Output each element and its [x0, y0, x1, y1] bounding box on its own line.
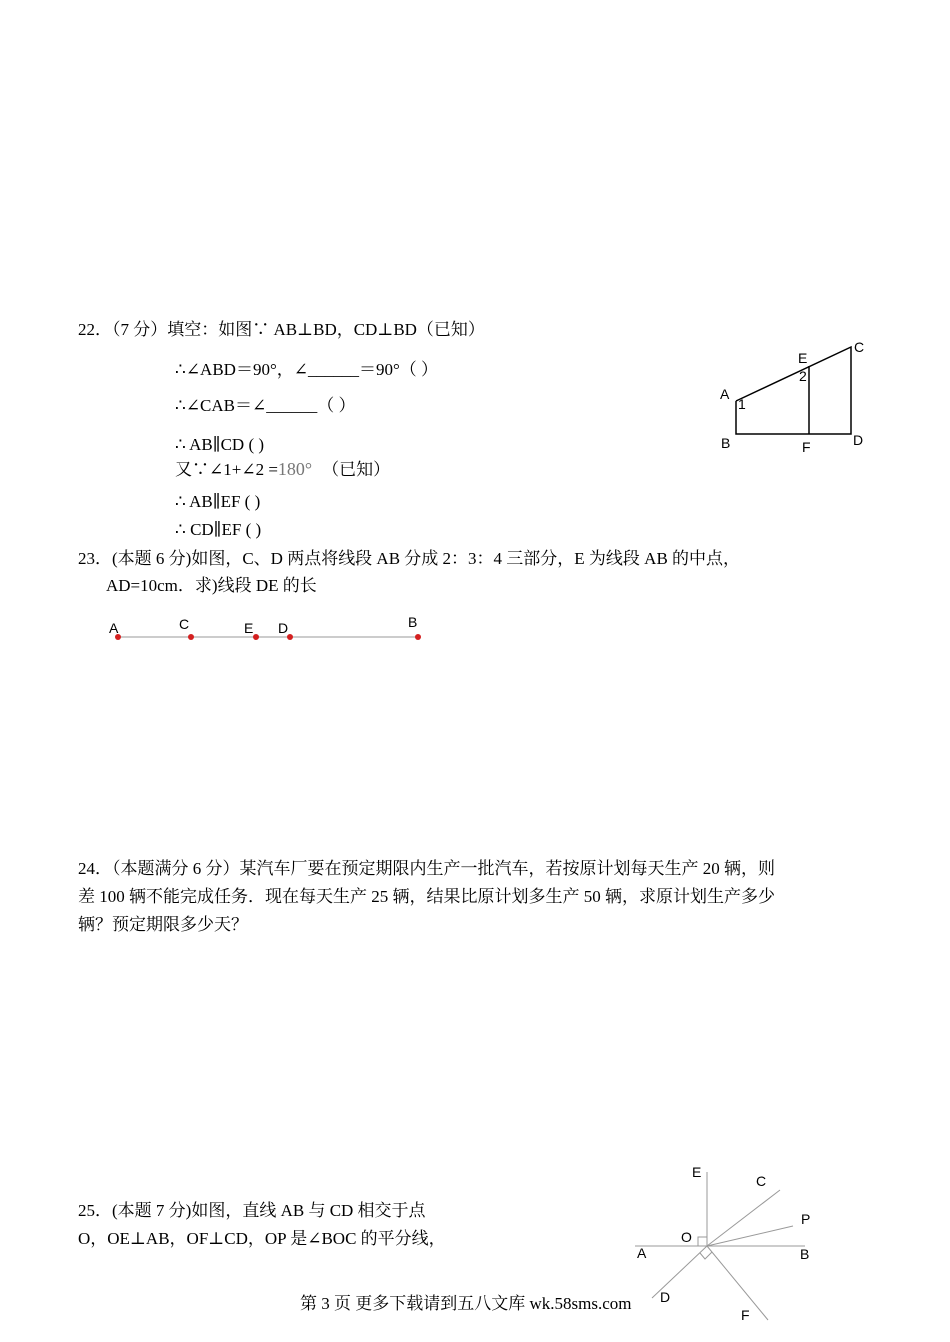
q22-step-3: ∴ AB∥CD ( ) — [175, 435, 265, 454]
page-footer: 第 3 页 更多下载请到五八文库 wk.58sms.com — [300, 1294, 632, 1313]
q24-line-3: 辆？预定期限多少天？ — [78, 915, 248, 934]
q24-line-2: 差 100 辆不能完成任务．现在每天生产 25 辆，结果比原计划多生产 50 辆，求原计划生产多少 — [78, 887, 775, 906]
q23-point-e — [253, 634, 259, 640]
q25-label-f: F — [741, 1307, 750, 1323]
q23-stem-1: 23．(本题 6 分)如图，C、D 两点将线段 AB 分成 2：3：4 三部分，E 为线段 AB 的中点， — [78, 549, 741, 568]
q22-step-2: ∴∠CAB＝∠______（ ） — [175, 396, 356, 415]
q23-label-e: E — [244, 620, 254, 636]
q22-figure — [715, 335, 880, 460]
q25-figure — [630, 1160, 820, 1325]
q24-line-1: 24．（本题满分 6 分）某汽车厂要在预定期限内生产一批汽车，若按原计划每天生产 20 辆，则 — [78, 859, 775, 878]
q25-label-c: C — [756, 1173, 767, 1189]
q23-label-c: C — [179, 616, 190, 632]
q25-label-d: D — [660, 1289, 671, 1305]
q22-step-6: ∴ CD∥EF ( ) — [175, 520, 262, 539]
q25-label-p: P — [801, 1211, 811, 1227]
q22-label-e: E — [798, 350, 808, 366]
q23-label-b: B — [408, 614, 418, 630]
q25-label-o: O — [681, 1229, 692, 1245]
q22-label-d: D — [853, 432, 864, 448]
q25-label-e: E — [692, 1164, 702, 1180]
q23-stem-2: AD=10cm．求)线段 DE 的长 — [106, 576, 317, 595]
q22-label-a: A — [720, 386, 730, 402]
q22-angle-2: 2 — [799, 368, 807, 384]
q25-line-2: O，OE⊥AB，OF⊥CD，OP 是∠BOC 的平分线， — [78, 1229, 446, 1248]
q22-step-4 — [175, 460, 390, 478]
q25-line-1: 25．(本题 7 分)如图，直线 AB 与 CD 相交于点 — [78, 1201, 426, 1220]
q22-step-4-given: 又∵∠1+∠2 = — [175, 460, 278, 479]
q22-angle-1: 1 — [738, 396, 746, 412]
q22-step-4-reason: （已知） — [322, 460, 391, 479]
q25-label-a: A — [637, 1245, 647, 1261]
q22-step-1: ∴∠ABD＝90°，∠______＝90°（ ） — [175, 360, 439, 379]
q22-label-c: C — [854, 339, 865, 355]
q22-label-f: F — [802, 439, 811, 455]
q23-label-d: D — [278, 620, 289, 636]
q23-point-b — [415, 634, 421, 640]
q23-label-a: A — [109, 620, 119, 636]
q25-label-b: B — [800, 1246, 810, 1262]
q22-label-b: B — [721, 435, 731, 451]
q23-point-c — [188, 634, 194, 640]
q22-angle-value: 180° — [277, 459, 313, 479]
q22-stem: 22．（7 分）填空：如图∵ AB⊥BD，CD⊥BD（已知） — [78, 320, 485, 339]
q22-step-5: ∴ AB∥EF ( ) — [175, 492, 261, 511]
q23-figure — [100, 610, 440, 650]
